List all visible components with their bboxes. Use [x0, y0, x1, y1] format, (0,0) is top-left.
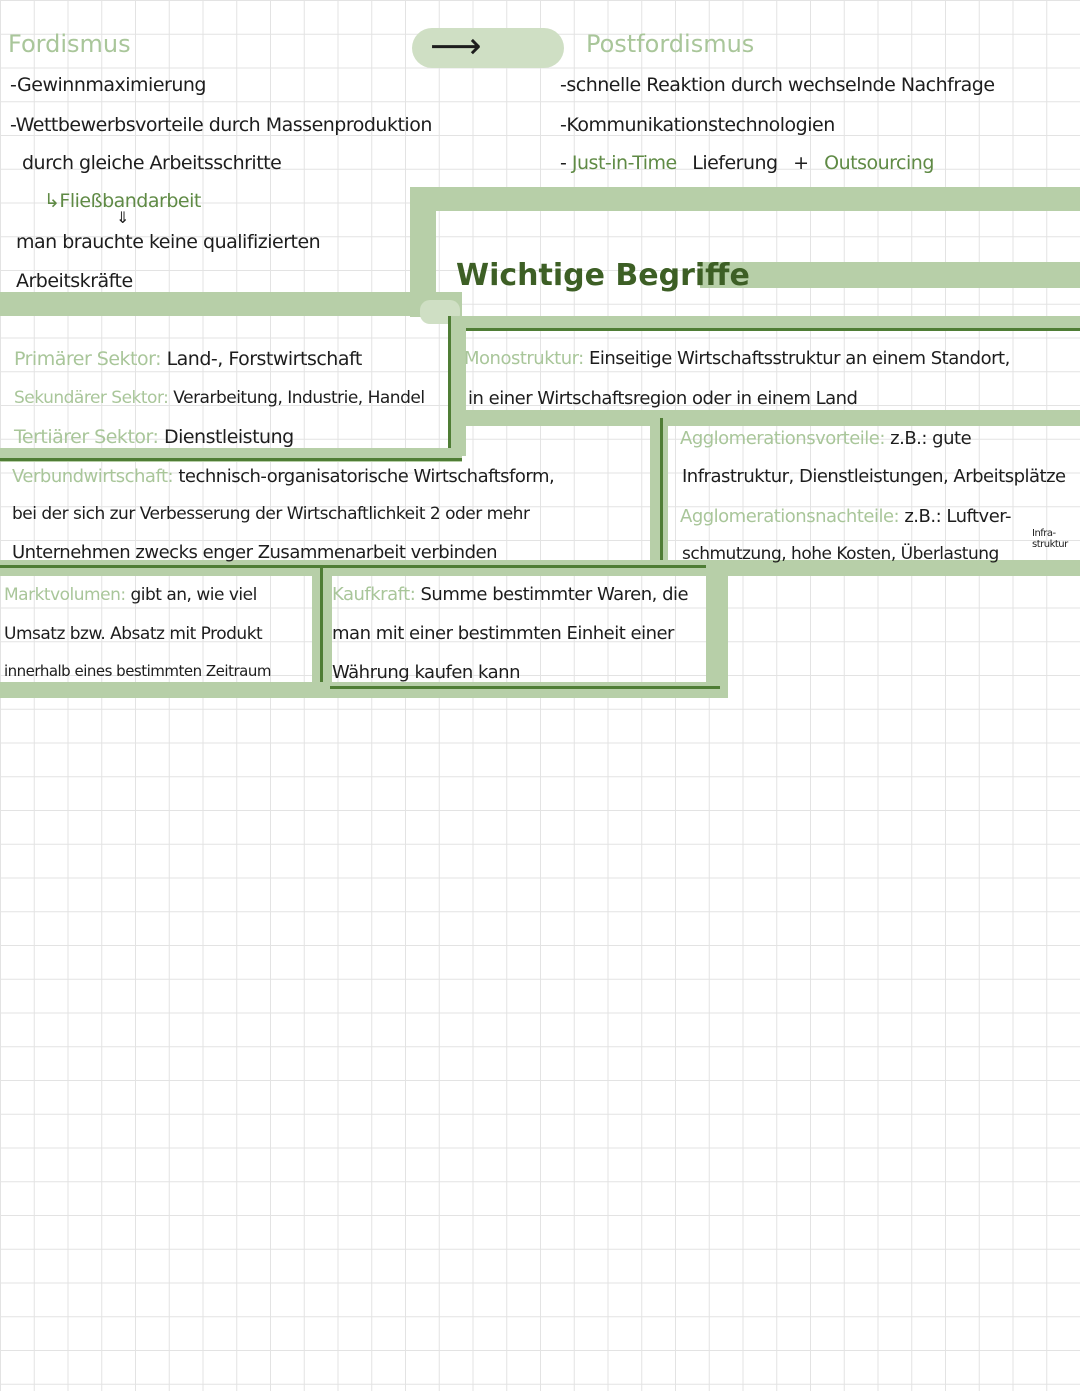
- agglo-nachteile-def-1: z.B.: Luftver-: [904, 506, 1012, 527]
- outsourcing-label: Outsourcing: [824, 152, 934, 174]
- sekundaer-def: Verarbeitung, Industrie, Handel: [173, 388, 425, 408]
- agglo-nachteile: [680, 506, 1011, 527]
- frame-markt-right-line: [320, 568, 323, 694]
- agglo-vorteile-term: Agglomerationsvorteile:: [680, 428, 885, 449]
- sekundaer-sektor: [14, 388, 425, 408]
- frame-final-bottom-line: [330, 686, 720, 689]
- just-in-time-label: Just-in-Time: [571, 152, 677, 174]
- fordismus-item-2: -Wettbewerbsvorteile durch Massenproduktion: [10, 114, 432, 136]
- frame-title-strip: [700, 262, 1080, 288]
- agglo-vorteile: [680, 428, 971, 449]
- frame-row2-line: [455, 328, 1080, 331]
- monostruktur: [464, 348, 1010, 369]
- kauf-term: Kaufkraft:: [332, 584, 416, 605]
- kaufkraft: [332, 584, 688, 605]
- verbund-def-1: technisch-organisatorische Wirtschaftsform,: [178, 466, 555, 487]
- agglo-nachteile-note: Infra- struktur: [1032, 528, 1068, 550]
- verbund-def-2: bei der sich zur Verbesserung der Wirtschaftlichkeit 2 oder mehr: [12, 504, 530, 524]
- postfordismus-item-3: [560, 152, 934, 174]
- fordismus-item-6: Arbeitskräfte: [16, 270, 133, 292]
- fordismus-item-3: durch gleiche Arbeitsschritte: [22, 152, 282, 174]
- markt-def-1: gibt an, wie viel: [130, 585, 257, 605]
- fordismus-title: Fordismus: [8, 30, 131, 58]
- markt-term: Marktvolumen:: [4, 585, 126, 605]
- primaer-term: Primärer Sektor:: [14, 348, 162, 370]
- fordismus-item-4: ↳Fließbandarbeit: [44, 190, 201, 212]
- sekundaer-term: Sekundärer Sektor:: [14, 388, 169, 408]
- fordismus-item-5: man brauchte keine qualifizierten: [16, 231, 321, 253]
- frame-final-bottom: [0, 682, 728, 698]
- verbundwirtschaft: [12, 466, 554, 487]
- fordismus-implies-icon: ⇓: [116, 208, 129, 227]
- postfordismus-item-2: -Kommunikationstechnologien: [560, 114, 835, 136]
- kauf-def-3: Währung kaufen kann: [332, 662, 520, 683]
- primaer-sektor: [14, 348, 362, 370]
- plus-label: +: [793, 152, 809, 174]
- frame-sector-bottom-line: [0, 458, 462, 461]
- fordismus-item-1: -Gewinnmaximierung: [10, 74, 206, 96]
- kauf-def-2: man mit einer bestimmten Einheit einer: [332, 623, 674, 644]
- frame-agglo-left: [650, 418, 668, 568]
- primaer-def: Land-, Forstwirtschaft: [166, 348, 362, 370]
- kauf-def-1: Summe bestimmter Waren, die: [420, 584, 689, 605]
- agglo-vorteile-def-1: z.B.: gute: [890, 428, 972, 449]
- markt-def-3: innerhalb eines bestimmten Zeitraum: [4, 662, 271, 680]
- section-title: Wichtige Begriffe: [456, 258, 750, 293]
- frame-agglo-left-line: [660, 418, 663, 568]
- mono-def-1: Einseitige Wirtschaftsstruktur an einem Standort,: [588, 348, 1010, 369]
- frame-left-vertical-line: [448, 316, 451, 456]
- markt-def-2: Umsatz bzw. Absatz mit Produkt: [4, 624, 263, 644]
- verbund-term: Verbundwirtschaft:: [12, 466, 174, 487]
- frame-bottom-row-line: [0, 565, 720, 568]
- tertiaer-def: Dienstleistung: [163, 426, 294, 448]
- postfordismus-title: Postfordismus: [586, 30, 755, 58]
- agglo-vorteile-def-2: Infrastruktur, Dienstleistungen, Arbeitsplätze: [682, 466, 1066, 487]
- postfordismus-item-1: -schnelle Reaktion durch wechselnde Nachfrage: [560, 74, 995, 96]
- postfordismus-item-3-prefix: -: [560, 152, 572, 174]
- frame-kauf-right: [706, 565, 728, 695]
- agglo-nachteile-def-2: schmutzung, hohe Kosten, Überlastung: [682, 544, 999, 564]
- tertiaer-term: Tertiärer Sektor:: [14, 426, 159, 448]
- arrow-right-icon: ⟶: [430, 26, 482, 67]
- marktvolumen: [4, 585, 257, 605]
- frame-horizontal-strip: [0, 292, 462, 316]
- tertiaer-sektor: [14, 426, 294, 448]
- frame-mid-row: [462, 410, 1080, 426]
- lieferung-label: Lieferung: [692, 152, 778, 174]
- verbund-def-3: Unternehmen zwecks enger Zusammenarbeit verbinden: [12, 542, 497, 563]
- mono-def-2: in einer Wirtschaftsregion oder in einem Land: [468, 388, 858, 409]
- mono-term: Monostruktur:: [464, 348, 584, 369]
- agglo-nachteile-term: Agglomerationsnachteile:: [680, 506, 900, 527]
- frame-top-strip: [410, 187, 1080, 211]
